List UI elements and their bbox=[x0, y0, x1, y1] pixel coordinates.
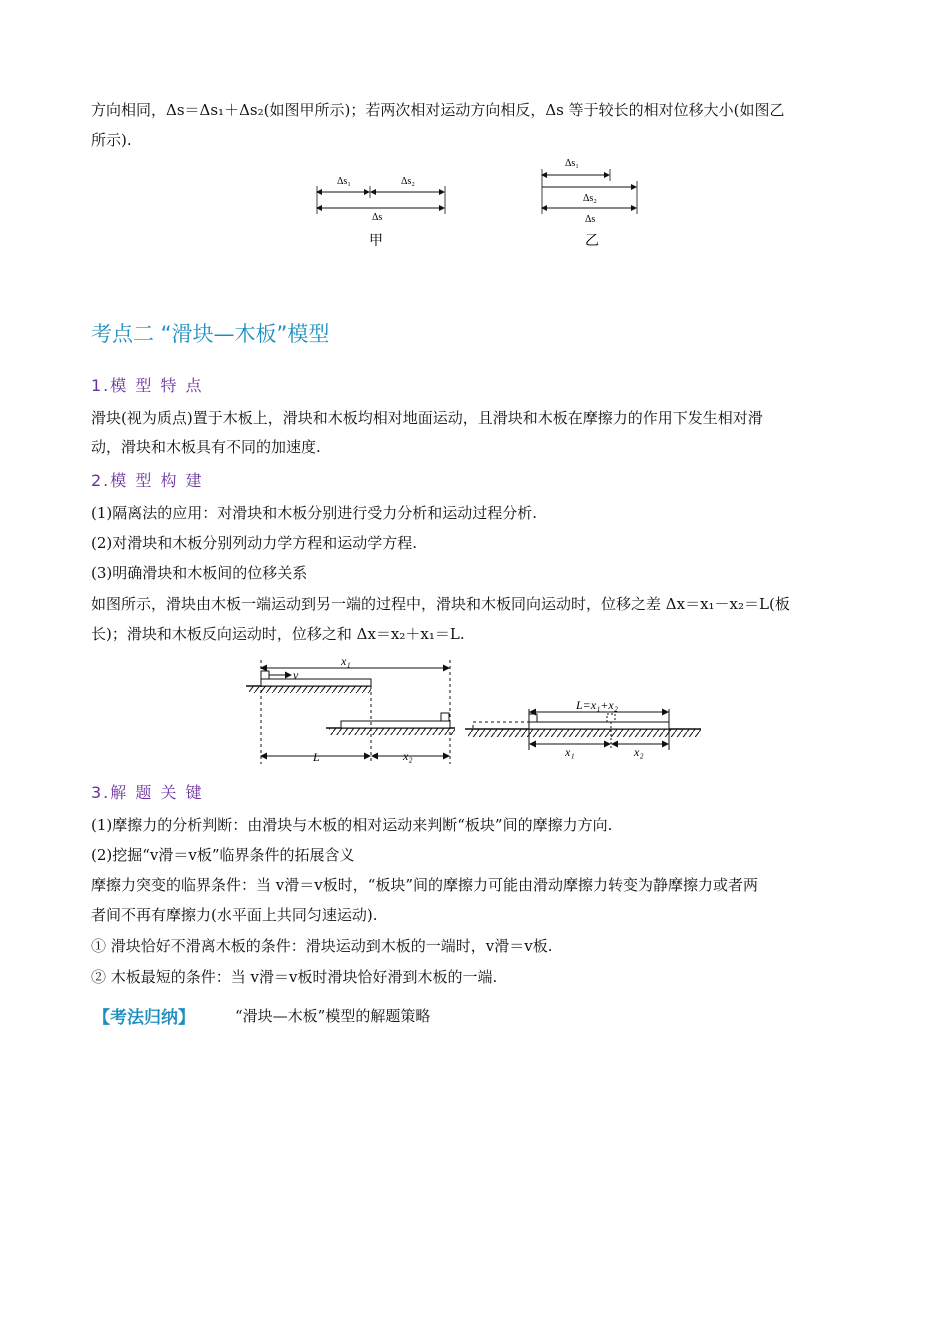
s2-item-3: (3)明确滑块和木板间的位移关系 bbox=[91, 564, 308, 582]
s2-line-1: 如图所示，滑块由木板一端运动到另一端的过程中，滑块和木板同向运动时，位移之差 Δx＝x₁－x₂＝L(板 bbox=[91, 595, 790, 613]
caption-yi: 乙 bbox=[585, 234, 599, 249]
intro-line-2: 所示). bbox=[91, 131, 132, 149]
s3-condition-1: ① 滑块恰好不滑离木板的条件：滑块运动到木板的一端时，v滑＝v板. bbox=[91, 937, 553, 955]
L-label: L bbox=[313, 750, 320, 764]
s3-line-1: 摩擦力突变的临界条件：当 v滑＝v板时，“板块”间的摩擦力可能由滑动摩擦力转变为静摩擦力或者两 bbox=[91, 876, 759, 894]
s3-condition-2: ② 木板最短的条件：当 v滑＝v板时滑块恰好滑到木板的一端. bbox=[91, 968, 498, 986]
x2-right-label: x₂ bbox=[634, 745, 644, 759]
s1-line-2: 动，滑块和木板具有不同的加速度. bbox=[91, 438, 321, 456]
s3-item-2: (2)挖掘“v滑＝v板”临界条件的拓展含义 bbox=[91, 846, 355, 864]
s2-item-2: (2)对滑块和木板分别列动力学方程和运动学方程. bbox=[91, 534, 418, 552]
summary-tag: 【考法归纳】 bbox=[93, 1008, 195, 1028]
figure-yi bbox=[535, 152, 645, 252]
jia-ds2-label: Δs₂ bbox=[401, 176, 415, 187]
caption-jia: 甲 bbox=[369, 234, 383, 249]
yi-ds1-label: Δs₁ bbox=[565, 158, 579, 169]
s3-item-1: (1)摩擦力的分析判断：由滑块与木板的相对运动来判断“板块”间的摩擦力方向. bbox=[91, 816, 613, 834]
figure-board-block bbox=[243, 652, 713, 770]
x1-top-label: x₁ bbox=[341, 654, 351, 668]
s3-line-2: 者间不再有摩擦力(水平面上共同匀速运动). bbox=[91, 906, 378, 924]
jia-ds-label: Δs bbox=[372, 212, 383, 223]
s2-line-2: 长)；滑块和木板反向运动时，位移之和 Δx＝x₂＋x₁＝L. bbox=[91, 625, 465, 643]
summary-text: “滑块—木板”模型的解题策略 bbox=[235, 1007, 431, 1025]
yi-ds2-label: Δs₂ bbox=[583, 193, 597, 204]
figure-jia bbox=[305, 168, 455, 258]
section-title: 考点二 “滑块—木板”模型 bbox=[91, 322, 330, 346]
x1-right-label: x₁ bbox=[565, 745, 575, 759]
intro-line-1: 方向相同，Δs＝Δs₁＋Δs₂(如图甲所示)；若两次相对运动方向相反，Δs 等于较长的相对位移大小(如图乙 bbox=[91, 101, 785, 119]
s1-line-1: 滑块(视为质点)置于木板上，滑块和木板均相对地面运动，且滑块和木板在摩擦力的作用下发生相对滑 bbox=[91, 409, 763, 427]
jia-ds1-label: Δs₁ bbox=[337, 176, 351, 187]
L-sum-label: L=x₁+x₂ bbox=[576, 698, 618, 712]
x2-left-label: x₂ bbox=[403, 749, 413, 763]
s2-item-1: (1)隔离法的应用：对滑块和木板分别进行受力分析和运动过程分析. bbox=[91, 504, 538, 522]
heading-model-construction: 2.模 型 构 建 bbox=[91, 471, 204, 490]
heading-key-points: 3.解 题 关 键 bbox=[91, 783, 204, 802]
velocity-label: v bbox=[293, 668, 299, 682]
yi-ds-label: Δs bbox=[585, 214, 596, 225]
heading-model-features: 1.模 型 特 点 bbox=[91, 376, 204, 395]
